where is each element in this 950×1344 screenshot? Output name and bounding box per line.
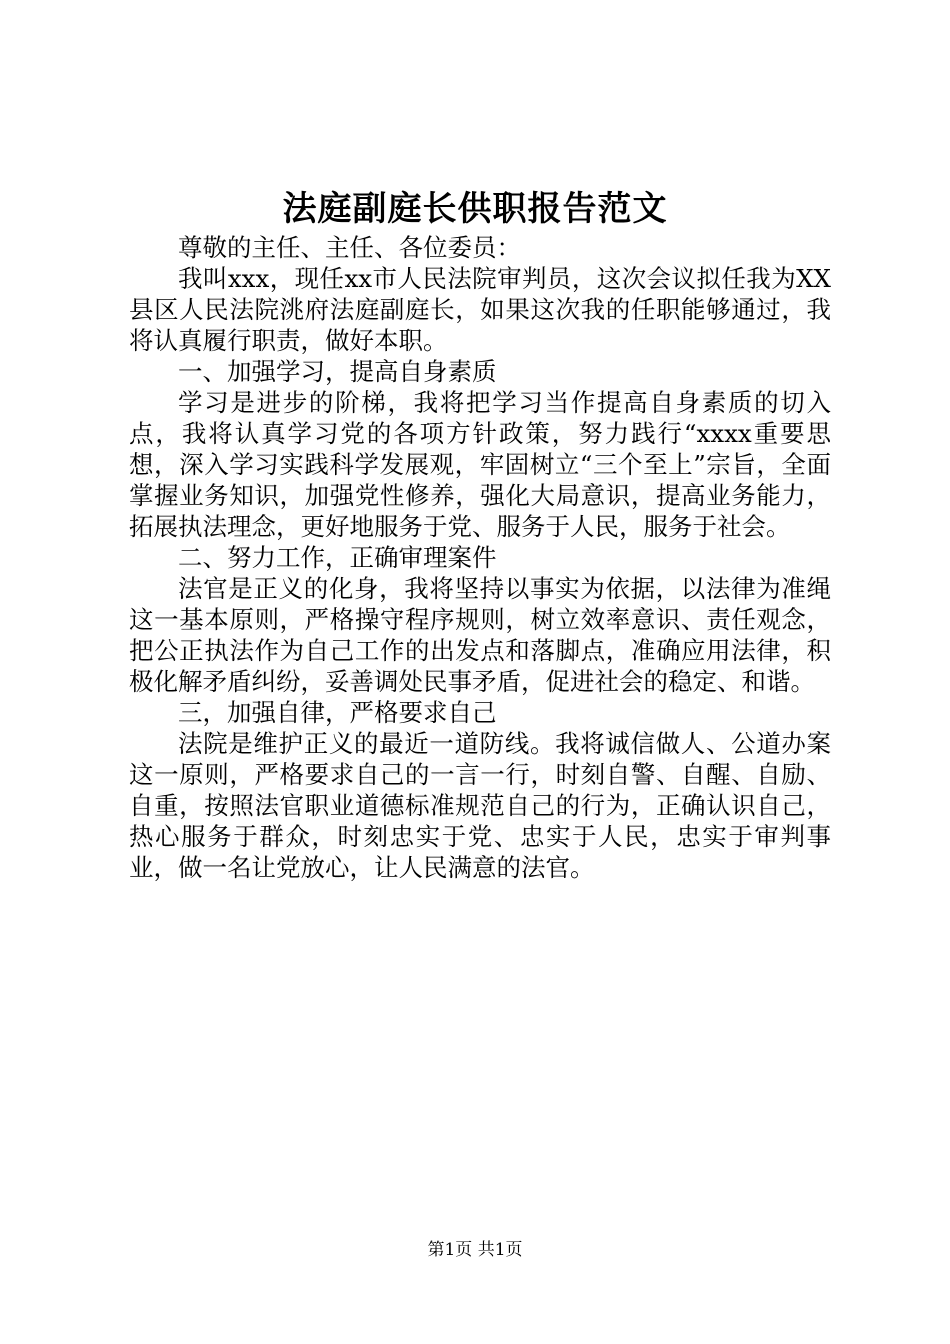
section-heading-3: 三，加强自律，严格要求自己 bbox=[178, 698, 497, 727]
document-title: 法庭副庭长供职报告范文 bbox=[282, 189, 668, 229]
section-paragraph-2: 法官是正义的化身，我将坚持以事实为依据，以法律为准绳这一基本原则，严格操守程序规则，树立效率意识、责任观念，把公正执法作为自己工作的出发点和落脚点，准确应用法律，积极化解矛盾纠纷，妥善调处民事矛盾，促进社会的稳定、和谐。 bbox=[129, 574, 831, 696]
intro-paragraph: 我叫xxx，现任xx市人民法院审判员，这次会议拟任我为XX县区人民法院洮府法庭副庭长，如果这次我的任职能够通过，我将认真履行职责，做好本职。 bbox=[129, 264, 831, 355]
document-body bbox=[129, 232, 831, 883]
section-heading-1: 一、加强学习，提高自身素质 bbox=[178, 357, 497, 386]
salutation: 尊敬的主任、主任、各位委员： bbox=[178, 233, 521, 262]
section-paragraph-1: 学习是进步的阶梯，我将把学习当作提高自身素质的切入点，我将认真学习党的各项方针政策，努力践行“xxxx重要思想，深入学习实践科学发展观，牢固树立“三个至上”宗旨，全面掌握业务知识，加强党性修养，强化大局意识，提高业务能力，拓展执法理念，更好地服务于党、服务于人民，服务于社会。 bbox=[129, 388, 831, 541]
section-heading-2: 二、努力工作，正确审理案件 bbox=[178, 543, 497, 572]
page-footer: 第1页 共1页 bbox=[427, 1240, 523, 1260]
section-paragraph-3: 法院是维护正义的最近一道防线。我将诚信做人、公道办案这一原则，严格要求自己的一言一行，时刻自警、自醒、自励、自重，按照法官职业道德标准规范自己的行为，正确认识自己，热心服务于群众，时刻忠实于党、忠实于人民，忠实于审判事业，做一名让党放心，让人民满意的法官。 bbox=[129, 729, 831, 882]
